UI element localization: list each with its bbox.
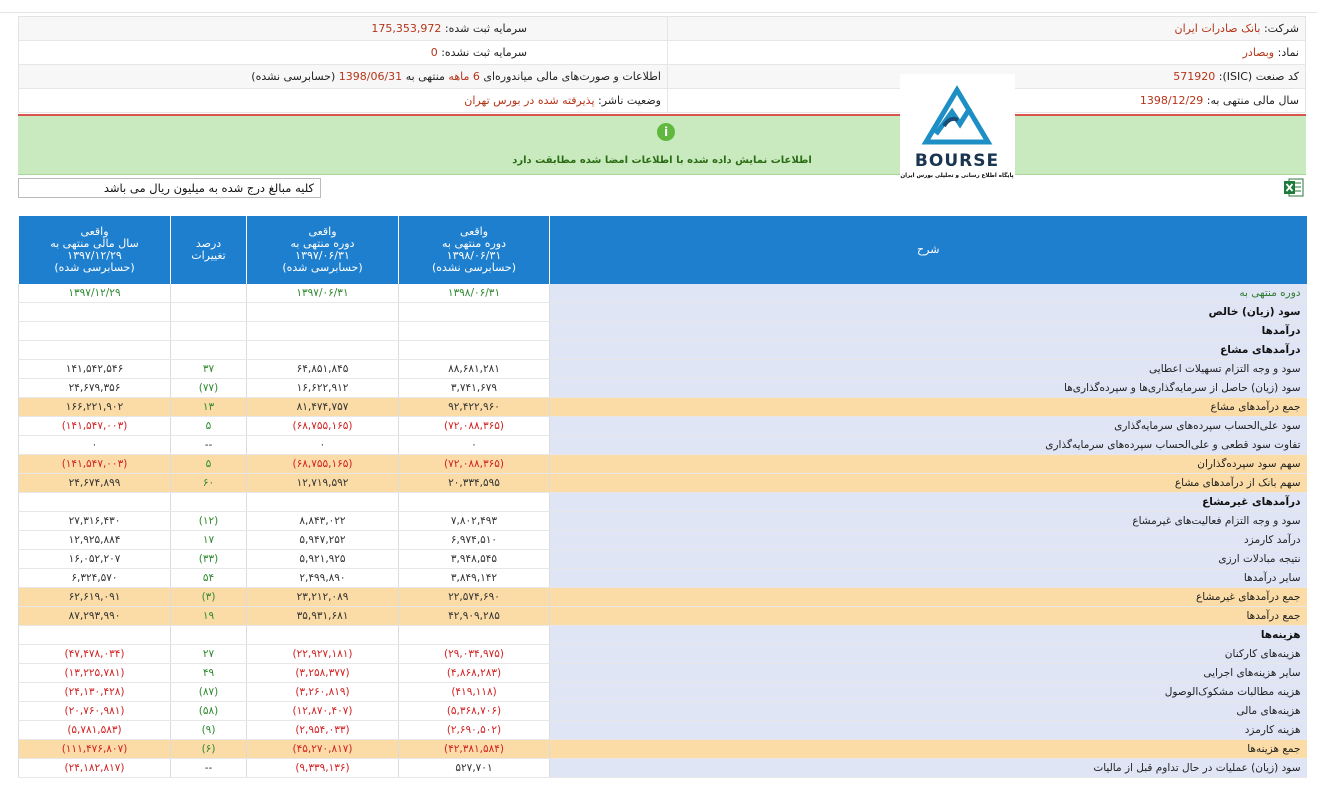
cell-change-percent (171, 284, 247, 303)
capital-unreg-label: سرمایه ثبت نشده: (441, 46, 527, 59)
excel-export-icon[interactable] (1284, 178, 1304, 197)
cell-description: سود علی‌الحساب سپرده‌های سرمایه‌گذاری (550, 417, 1307, 436)
cell-year-1397 (19, 303, 171, 322)
unit-note: کلیه مبالغ درج شده به میلیون ریال می باشد (18, 178, 321, 198)
cell-description: درآمد کارمزد (550, 531, 1307, 550)
table-row (19, 303, 1307, 322)
cell-period-1397: (۶۸,۷۵۵,۱۶۵) (247, 455, 399, 474)
cell-description: دوره منتهی به (550, 284, 1307, 303)
cell-year-1397: ۲۴,۶۷۴,۸۹۹ (19, 474, 171, 493)
cell-description: سایر درآمدها (550, 569, 1307, 588)
table-row (19, 588, 1307, 607)
cell-period-1397: ۱۲,۷۱۹,۵۹۲ (247, 474, 399, 493)
cell-period-1398: ۴۲,۹۰۹,۲۸۵ (399, 607, 550, 626)
cell-year-1397: ۰ (19, 436, 171, 455)
table-row (19, 417, 1307, 436)
capital-unreg-value: 0 (430, 46, 438, 59)
cell-change-percent (171, 626, 247, 645)
cell-description: هزینه‌های کارکنان (550, 645, 1307, 664)
fiscal-value: 1398/12/29 (1139, 94, 1204, 107)
cell-change-percent: ۵ (171, 455, 247, 474)
table-row (19, 379, 1307, 398)
cell-period-1398: ۳,۷۴۱,۶۷۹ (399, 379, 550, 398)
header-col1: واقعی دوره منتهی به ۱۳۹۸/۰۶/۳۱ (حسابرسی نشده) (399, 216, 550, 284)
symbol-value[interactable]: وبصادر (1242, 46, 1275, 59)
cell-period-1398: ۳,۹۴۸,۵۴۵ (399, 550, 550, 569)
cell-year-1397 (19, 341, 171, 360)
cell-description: جمع درآمدهای غیرمشاع (550, 588, 1307, 607)
cell-period-1397: (۳,۲۵۸,۳۷۷) (247, 664, 399, 683)
cell-period-1397 (247, 493, 399, 512)
cell-period-1397: (۱۲,۸۷۰,۴۰۷) (247, 702, 399, 721)
cell-year-1397: (۱۱۱,۴۷۶,۸۰۷) (19, 740, 171, 759)
table-row (19, 721, 1307, 740)
cell-change-percent: ۱۳ (171, 398, 247, 417)
symbol-label: نماد: (1277, 46, 1299, 59)
cell-change-percent: ۱۹ (171, 607, 247, 626)
cell-year-1397: ۱۲,۹۲۵,۸۸۴ (19, 531, 171, 550)
cell-year-1397: (۴۷,۴۷۸,۰۳۴) (19, 645, 171, 664)
header-col3: درصد تغییرات (171, 216, 247, 284)
cell-year-1397: (۲۴,۱۳۰,۴۲۸) (19, 683, 171, 702)
cell-period-1397: ۸۱,۴۷۴,۷۵۷ (247, 398, 399, 417)
cell-period-1397 (247, 626, 399, 645)
cell-change-percent: (۶) (171, 740, 247, 759)
cell-description: تفاوت سود قطعی و علی‌الحساب سپرده‌های سرمایه‌گذاری (550, 436, 1307, 455)
cell-period-1398 (399, 322, 550, 341)
cell-period-1398: (۴۱۹,۱۱۸) (399, 683, 550, 702)
cell-change-percent: ۵ (171, 417, 247, 436)
cell-period-1397: ۱۳۹۷/۰۶/۳۱ (247, 284, 399, 303)
bourse-logo (900, 74, 1015, 180)
cell-year-1397 (19, 493, 171, 512)
table-row (19, 531, 1307, 550)
cell-year-1397: ۱۳۹۷/۱۲/۲۹ (19, 284, 171, 303)
table-row (19, 626, 1307, 645)
cell-year-1397: ۶,۳۲۴,۵۷۰ (19, 569, 171, 588)
table-row (19, 341, 1307, 360)
cell-year-1397: (۱۴۱,۵۴۷,۰۰۳) (19, 455, 171, 474)
table-row (19, 607, 1307, 626)
cell-year-1397: ۶۲,۶۱۹,۰۹۱ (19, 588, 171, 607)
cell-period-1397 (247, 303, 399, 322)
report-date: 1398/06/31 (338, 70, 403, 83)
company-value[interactable]: بانک صادرات ایران (1174, 22, 1261, 35)
table-row (19, 683, 1307, 702)
table-header-row (19, 216, 1307, 284)
cell-year-1397: (۲۰,۷۶۰,۹۸۱) (19, 702, 171, 721)
report-months: 6 ماهه (448, 70, 480, 83)
logo-graphic (900, 74, 1015, 180)
cell-period-1397: ۵,۹۲۱,۹۲۵ (247, 550, 399, 569)
cell-change-percent (171, 493, 247, 512)
cell-change-percent (171, 322, 247, 341)
cell-period-1397: (۲۲,۹۲۷,۱۸۱) (247, 645, 399, 664)
cell-period-1397: (۳,۲۶۰,۸۱۹) (247, 683, 399, 702)
cell-description: سود و وجه التزام فعالیت‌های غیرمشاع (550, 512, 1307, 531)
table-row (19, 360, 1307, 379)
cell-period-1398: (۴,۸۶۸,۲۸۳) (399, 664, 550, 683)
header-col4: واقعی سال مالی منتهی به ۱۳۹۷/۱۲/۲۹ (حسابرسی شده) (19, 216, 171, 284)
cell-change-percent: ۶۰ (171, 474, 247, 493)
cell-year-1397: (۵,۷۸۱,۵۸۳) (19, 721, 171, 740)
cell-description: درآمدهای غیرمشاع (550, 493, 1307, 512)
cell-period-1398 (399, 626, 550, 645)
cell-period-1398: ۹۲,۴۲۲,۹۶۰ (399, 398, 550, 417)
cell-description: سهم سود سپرده‌گذاران (550, 455, 1307, 474)
table-row (19, 398, 1307, 417)
svg-text:BOURSE: BOURSE (914, 151, 1000, 171)
fiscal-label: سال مالی منتهی به: (1206, 94, 1299, 107)
cell-period-1398: ۰ (399, 436, 550, 455)
cell-period-1398 (399, 303, 550, 322)
capital-reg-value: 175,353,972 (371, 22, 442, 35)
cell-period-1397 (247, 322, 399, 341)
cell-period-1398: ۸۸,۶۸۱,۲۸۱ (399, 360, 550, 379)
cell-change-percent: ۱۷ (171, 531, 247, 550)
cell-change-percent: (۵۸) (171, 702, 247, 721)
report-mid: منتهی به (405, 70, 445, 83)
company-cell (668, 17, 1306, 41)
capital-reg-cell (19, 17, 668, 41)
isic-label: کد صنعت (ISIC): (1218, 70, 1299, 83)
cell-change-percent: (۱۲) (171, 512, 247, 531)
report-status: (حسابرسی نشده) (251, 70, 336, 83)
income-statement-table (18, 216, 1307, 778)
table-row (19, 455, 1307, 474)
table-row (19, 474, 1307, 493)
cell-change-percent: (۷۷) (171, 379, 247, 398)
cell-period-1398: (۷۲,۰۸۸,۳۶۵) (399, 417, 550, 436)
cell-period-1397: (۹,۳۳۹,۱۳۶) (247, 759, 399, 778)
cell-period-1397: ۲,۴۹۹,۸۹۰ (247, 569, 399, 588)
cell-description: هزینه‌ها (550, 626, 1307, 645)
report-text: اطلاعات و صورت‌های مالی میاندوره‌ای (483, 70, 661, 83)
cell-description: درآمدها (550, 322, 1307, 341)
cell-change-percent: ۳۷ (171, 360, 247, 379)
table-row (19, 436, 1307, 455)
cell-description: سود و وجه التزام تسهیلات اعطایی (550, 360, 1307, 379)
cell-year-1397: ۲۷,۳۱۶,۴۳۰ (19, 512, 171, 531)
cell-period-1397: ۰ (247, 436, 399, 455)
table-row (19, 493, 1307, 512)
publisher-value: پذیرفته شده در بورس تهران (464, 94, 595, 107)
verification-banner (18, 114, 1306, 175)
cell-change-percent (171, 341, 247, 360)
report-cell (19, 65, 668, 89)
cell-description: سود (زیان) خالص (550, 303, 1307, 322)
table-row (19, 664, 1307, 683)
table-row (19, 740, 1307, 759)
cell-year-1397: ۱۴۱,۵۴۲,۵۴۶ (19, 360, 171, 379)
cell-period-1398: ۷,۸۰۲,۴۹۳ (399, 512, 550, 531)
cell-period-1398: (۵,۳۶۸,۷۰۶) (399, 702, 550, 721)
cell-description: جمع درآمدها (550, 607, 1307, 626)
company-label: شرکت: (1263, 22, 1299, 35)
cell-year-1397: ۲۴,۶۷۹,۳۵۶ (19, 379, 171, 398)
cell-change-percent: (۹) (171, 721, 247, 740)
cell-change-percent: (۳۳) (171, 550, 247, 569)
capital-unreg-cell (19, 41, 668, 65)
cell-description: هزینه کارمزد (550, 721, 1307, 740)
table-row (19, 759, 1307, 778)
cell-year-1397: ۱۶,۰۵۲,۲۰۷ (19, 550, 171, 569)
cell-period-1397 (247, 341, 399, 360)
table-row (19, 702, 1307, 721)
isic-value: 571920 (1173, 70, 1216, 83)
cell-change-percent (171, 303, 247, 322)
cell-period-1398: ۶,۹۷۴,۵۱۰ (399, 531, 550, 550)
table-row (19, 550, 1307, 569)
cell-description: هزینه‌های مالی (550, 702, 1307, 721)
cell-description: هزینه مطالبات مشکوک‌الوصول (550, 683, 1307, 702)
cell-period-1398 (399, 493, 550, 512)
cell-year-1397: (۱۴۱,۵۴۷,۰۰۳) (19, 417, 171, 436)
top-divider (0, 12, 1317, 13)
cell-period-1398: ۵۲۷,۷۰۱ (399, 759, 550, 778)
cell-change-percent: (۳) (171, 588, 247, 607)
cell-year-1397: ۱۶۶,۲۲۱,۹۰۲ (19, 398, 171, 417)
company-info-table (18, 16, 1306, 113)
cell-description: سایر هزینه‌های اجرایی (550, 664, 1307, 683)
header-col2: واقعی دوره منتهی به ۱۳۹۷/۰۶/۳۱ (حسابرسی شده) (247, 216, 399, 284)
cell-year-1397 (19, 322, 171, 341)
cell-period-1398: ۱۳۹۸/۰۶/۳۱ (399, 284, 550, 303)
table-row (19, 512, 1307, 531)
cell-period-1397: ۲۳,۲۱۲,۰۸۹ (247, 588, 399, 607)
info-icon: i (657, 123, 675, 141)
cell-period-1398: (۲۹,۰۳۴,۹۷۵) (399, 645, 550, 664)
cell-description: جمع هزینه‌ها (550, 740, 1307, 759)
table-row (19, 569, 1307, 588)
cell-period-1397: ۳۵,۹۳۱,۶۸۱ (247, 607, 399, 626)
table-row (19, 645, 1307, 664)
cell-change-percent: ۲۷ (171, 645, 247, 664)
cell-period-1398: (۲,۶۹۰,۵۰۲) (399, 721, 550, 740)
table-row (19, 322, 1307, 341)
cell-description: جمع درآمدهای مشاع (550, 398, 1307, 417)
publisher-label: وضعیت ناشر: (598, 94, 661, 107)
cell-change-percent: -- (171, 436, 247, 455)
header-desc: شرح (550, 216, 1307, 284)
cell-period-1398: ۲۲,۵۷۴,۶۹۰ (399, 588, 550, 607)
verification-message: اطلاعات نمایش داده شده با اطلاعات امضا شده مطابقت دارد (512, 155, 812, 166)
cell-period-1397: ۶۴,۸۵۱,۸۴۵ (247, 360, 399, 379)
cell-period-1397: (۲,۹۵۴,۰۳۳) (247, 721, 399, 740)
table-row (19, 284, 1307, 303)
cell-year-1397: (۲۴,۱۸۲,۸۱۷) (19, 759, 171, 778)
cell-change-percent: ۴۹ (171, 664, 247, 683)
cell-year-1397 (19, 626, 171, 645)
cell-period-1397: (۴۵,۲۷۰,۸۱۷) (247, 740, 399, 759)
cell-period-1398 (399, 341, 550, 360)
cell-period-1397: ۵,۹۴۷,۲۵۲ (247, 531, 399, 550)
cell-change-percent: ۵۴ (171, 569, 247, 588)
publisher-cell (19, 89, 668, 113)
table-body (19, 284, 1307, 778)
cell-period-1398: ۲۰,۳۳۴,۵۹۵ (399, 474, 550, 493)
cell-description: سود (زیان) حاصل از سرمایه‌گذاری‌ها و سپرده‌گذاری‌ها (550, 379, 1307, 398)
cell-change-percent: -- (171, 759, 247, 778)
cell-year-1397: ۸۷,۲۹۳,۹۹۰ (19, 607, 171, 626)
cell-period-1398: ۳,۸۴۹,۱۴۲ (399, 569, 550, 588)
cell-period-1397: (۶۸,۷۵۵,۱۶۵) (247, 417, 399, 436)
symbol-cell (668, 41, 1306, 65)
cell-description: سهم بانک از درآمدهای مشاع (550, 474, 1307, 493)
cell-period-1397: ۸,۸۴۳,۰۲۲ (247, 512, 399, 531)
cell-description: سود (زیان) عملیات در حال تداوم قبل از مالیات (550, 759, 1307, 778)
cell-year-1397: (۱۳,۲۲۵,۷۸۱) (19, 664, 171, 683)
svg-text:پایگاه اطلاع رسانی و تحلیلی بو: پایگاه اطلاع رسانی و تحلیلی بورس ایران (900, 173, 1014, 179)
cell-period-1398: (۷۲,۰۸۸,۳۶۵) (399, 455, 550, 474)
cell-change-percent: (۸۷) (171, 683, 247, 702)
cell-description: نتیجه مبادلات ارزی (550, 550, 1307, 569)
cell-period-1398: (۴۲,۳۸۱,۵۸۴) (399, 740, 550, 759)
capital-reg-label: سرمایه ثبت شده: (444, 22, 527, 35)
cell-description: درآمدهای مشاع (550, 341, 1307, 360)
cell-period-1397: ۱۶,۶۲۲,۹۱۲ (247, 379, 399, 398)
